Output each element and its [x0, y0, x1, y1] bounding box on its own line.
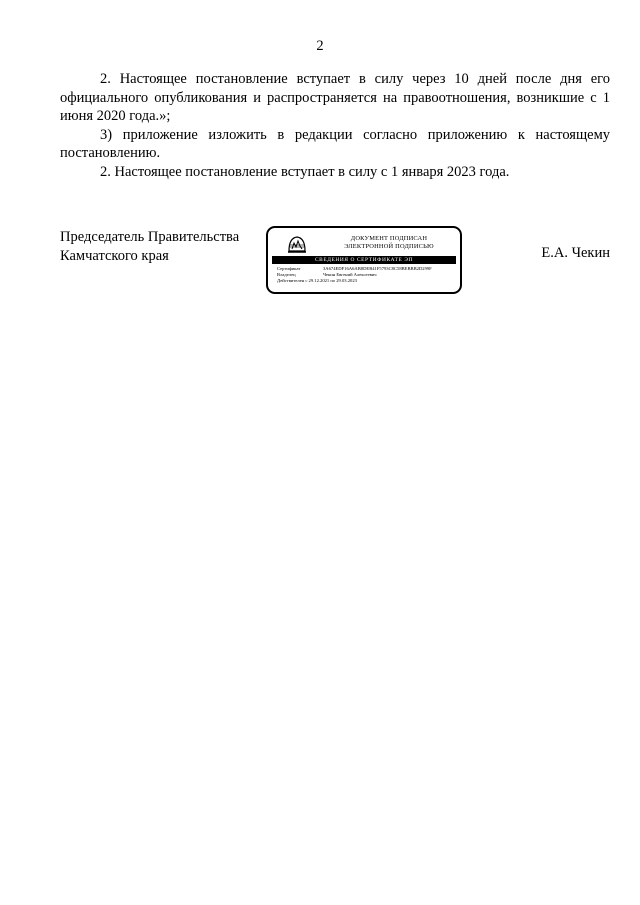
- electronic-signature-stamp: [266, 226, 462, 294]
- paragraph-effective-date-clause: 2. Настоящее постановление вступает в силу через 10 дней после дня его официального опубликования и распространяется на правоотношения, возникшие с 1 июня 2020 года.»;: [60, 71, 610, 124]
- paragraph-final-effective-date: 2. Настоящее постановление вступает в силу с 1 января 2023 года.: [100, 163, 510, 180]
- signer-position: [60, 228, 239, 265]
- page-number: 2: [316, 38, 324, 54]
- stamp-validity-row: [277, 278, 454, 284]
- stamp-cert-label: Сертификат: [277, 266, 301, 271]
- stamp-title: [324, 235, 454, 250]
- stamp-owner-label: Владелец: [277, 272, 296, 277]
- stamp-certificate-header: СВЕДЕНИЯ О СЕРТИФИКАТЕ ЭП: [272, 256, 456, 264]
- stamp-owner-value: Чекин Евгений Алексеевич: [323, 272, 377, 277]
- stamp-validity: Действителен с 29.12.2021 по 29.03.2023: [277, 278, 357, 283]
- stamp-certificate-details: [277, 266, 454, 284]
- stamp-title-line1: ДОКУМЕНТ ПОДПИСАН: [350, 235, 428, 242]
- stamp-cert-value: 3A674EDF16A6AB8DEB41F5793C8C58BEBBB2D299F: [323, 266, 432, 271]
- signer-position-line1: Председатель Правительства: [60, 229, 240, 245]
- signer-position-line2: Камчатского края: [60, 247, 169, 264]
- stamp-title-line2: ЭЛЕКТРОННОЙ ПОДПИСЬЮ: [344, 242, 434, 250]
- signer-name: Е.А. Чекин: [541, 245, 610, 261]
- document-body: [60, 70, 610, 181]
- paragraph-appendix-clause: 3) приложение изложить в редакции согласно приложению к настоящему постановлению.: [60, 126, 610, 161]
- coat-of-arms-icon: [286, 234, 308, 254]
